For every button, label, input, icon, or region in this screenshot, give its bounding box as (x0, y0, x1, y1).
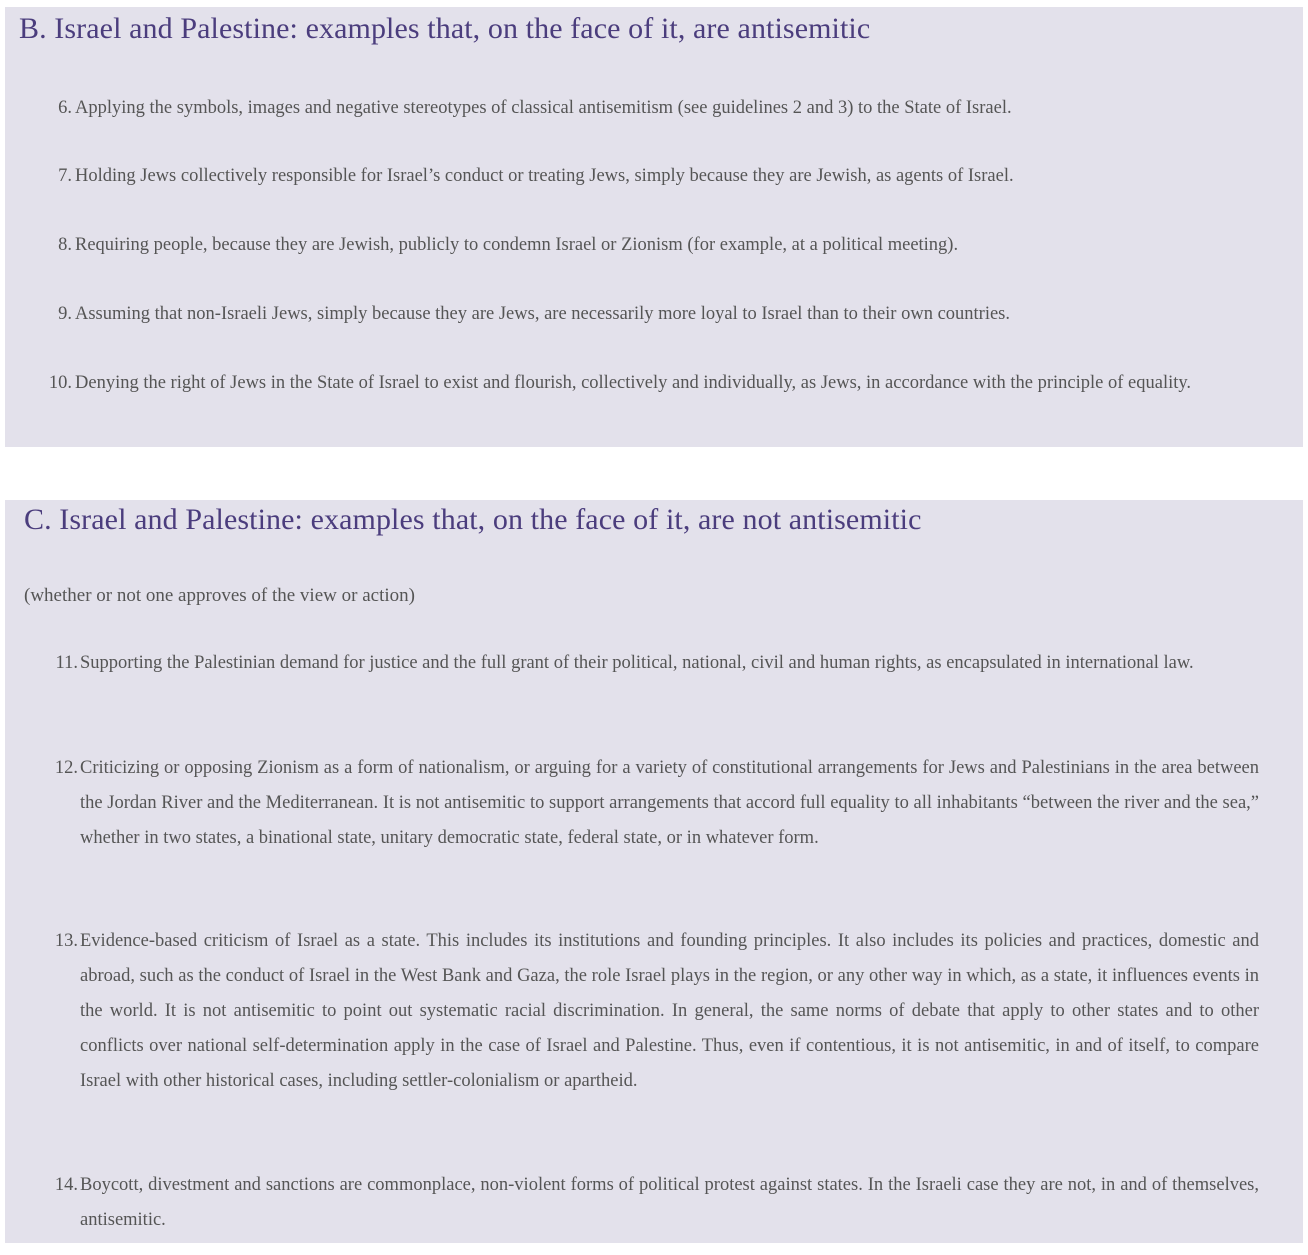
list-item (54, 1168, 1259, 1238)
item-text: Applying the symbols, images and negative stereotypes of classical antisemitism (see guidelines 2 and 3) to the State of Israel. (75, 98, 1012, 118)
item-number: 11. (55, 653, 78, 673)
list-item (58, 297, 1260, 332)
item-text: Requiring people, because they are Jewish, publicly to condemn Israel or Zionism (for example, at a political meeting). (75, 235, 959, 255)
list-item (58, 91, 1260, 126)
list-item (58, 228, 1260, 263)
list-item (54, 751, 1259, 856)
item-text: Boycott, divestment and sanctions are commonplace, non-violent forms of political protest against states. In the Israeli case they are not, in and of themselves, antisemitic. (80, 1175, 1259, 1230)
item-number: 6. (58, 98, 72, 118)
item-number: 14. (54, 1175, 78, 1195)
list-item (58, 159, 1260, 194)
item-number: 13. (54, 931, 78, 951)
section-c-subnote: (whether or not one approves of the view or action) (24, 585, 415, 606)
list-item (54, 924, 1259, 1099)
item-text: Evidence-based criticism of Israel as a state. This includes its institutions and founding principles. It also includes its policies and practices, domestic and abroad, such as the conduct of Israel in the West Bank and Gaza, the role Israel plays in the region, or any other way in which, as a state, it influences events in the world. It is not antisemitic to point out systematic racial discrimination. In general, the same norms of debate that apply to other states and to other conflicts over national self-determination apply in the case of Israel and Palestine. Thus, even if contentious, it is not antisemitic, in and of itself, to compare Israel with other historical cases, including settler-colonialism or apartheid. (80, 931, 1259, 1091)
item-number: 8. (58, 235, 72, 255)
item-text: Supporting the Palestinian demand for justice and the full grant of their political, national, civil and human rights, as encapsulated in international law. (80, 653, 1194, 673)
item-text: Holding Jews collectively responsible for Israel’s conduct or treating Jews, simply because they are Jewish, as agents of Israel. (75, 166, 1014, 186)
item-number: 10. (48, 373, 72, 393)
section-b-heading: B. Israel and Palestine: examples that, on the face of it, are antisemitic (19, 12, 871, 45)
item-text: Criticizing or opposing Zionism as a form of nationalism, or arguing for a variety of constitutional arrangements for Jews and Palestinians in the area between the Jordan River and the Mediterranean. It is not antisemitic to support arrangements that accord full equality to all inhabitants “between the river and the sea,” whether in two states, a binational state, unitary democratic state, federal state, or in whatever form. (80, 758, 1259, 848)
item-number: 9. (58, 304, 72, 324)
section-c-panel (5, 500, 1303, 1243)
list-item (55, 646, 1259, 681)
item-text: Assuming that non-Israeli Jews, simply because they are Jews, are necessarily more loyal to Israel than to their own countries. (75, 304, 1011, 324)
section-c-heading: C. Israel and Palestine: examples that, on the face of it, are not antisemitic (24, 503, 922, 536)
list-item (48, 366, 1260, 401)
item-number: 7. (58, 166, 72, 186)
item-text: Denying the right of Jews in the State of Israel to exist and flourish, collectively and individually, as Jews, in accordance with the principle of equality. (75, 373, 1192, 393)
item-number: 12. (54, 758, 78, 778)
section-b-panel (5, 7, 1303, 447)
